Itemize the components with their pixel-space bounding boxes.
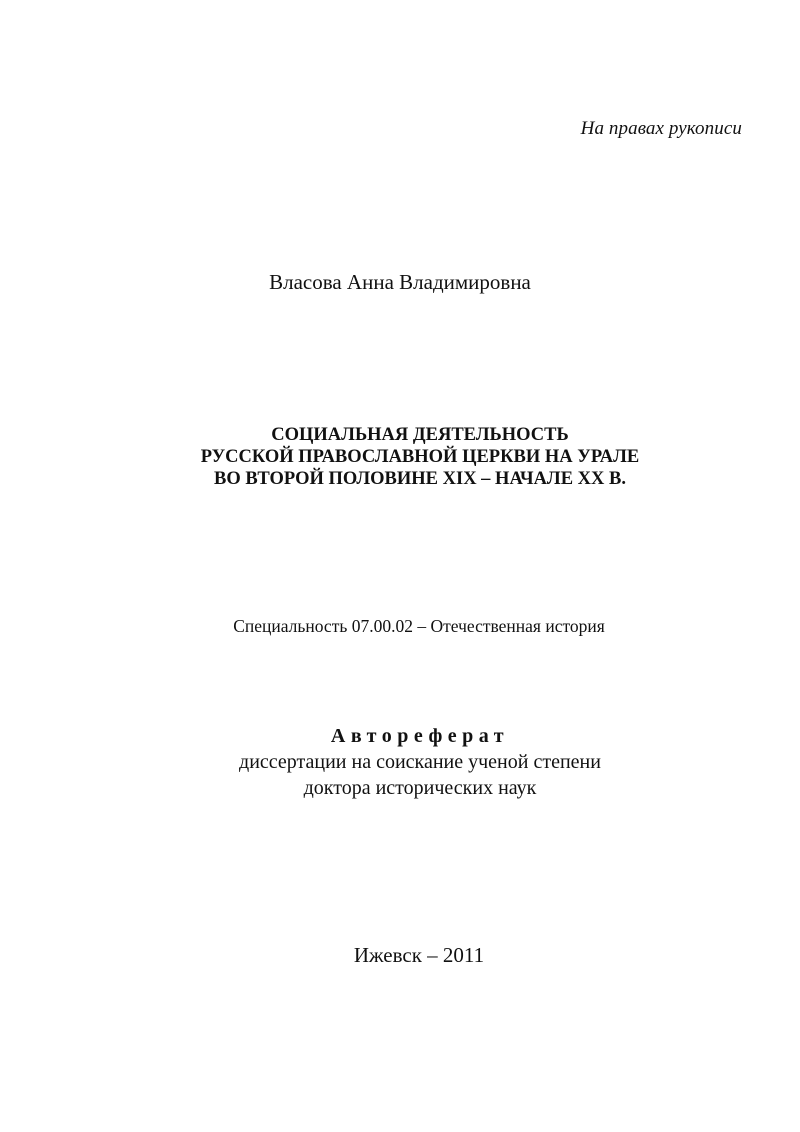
dissertation-title [0, 424, 800, 490]
title-line: РУССКОЙ ПРАВОСЛАВНОЙ ЦЕРКВИ НА УРАЛЕ [200, 447, 640, 467]
author-name: Власова Анна Владимировна [269, 270, 531, 294]
abstract-subtitle-line: диссертации на соискание ученой степени [239, 751, 601, 773]
abstract-heading: Автореферат [330, 725, 510, 747]
manuscript-note: На правах рукописи [580, 118, 742, 139]
abstract-block [0, 723, 800, 801]
place-year: Ижевск – 2011 [353, 943, 485, 967]
abstract-degree-line: доктора исторических наук [303, 777, 537, 799]
title-line: ВО ВТОРОЙ ПОЛОВИНЕ XIX – НАЧАЛЕ XX В. [213, 469, 626, 489]
title-line: СОЦИАЛЬНАЯ ДЕЯТЕЛЬНОСТЬ [271, 425, 569, 445]
specialty-line: Специальность 07.00.02 – Отечественная история [233, 616, 605, 636]
